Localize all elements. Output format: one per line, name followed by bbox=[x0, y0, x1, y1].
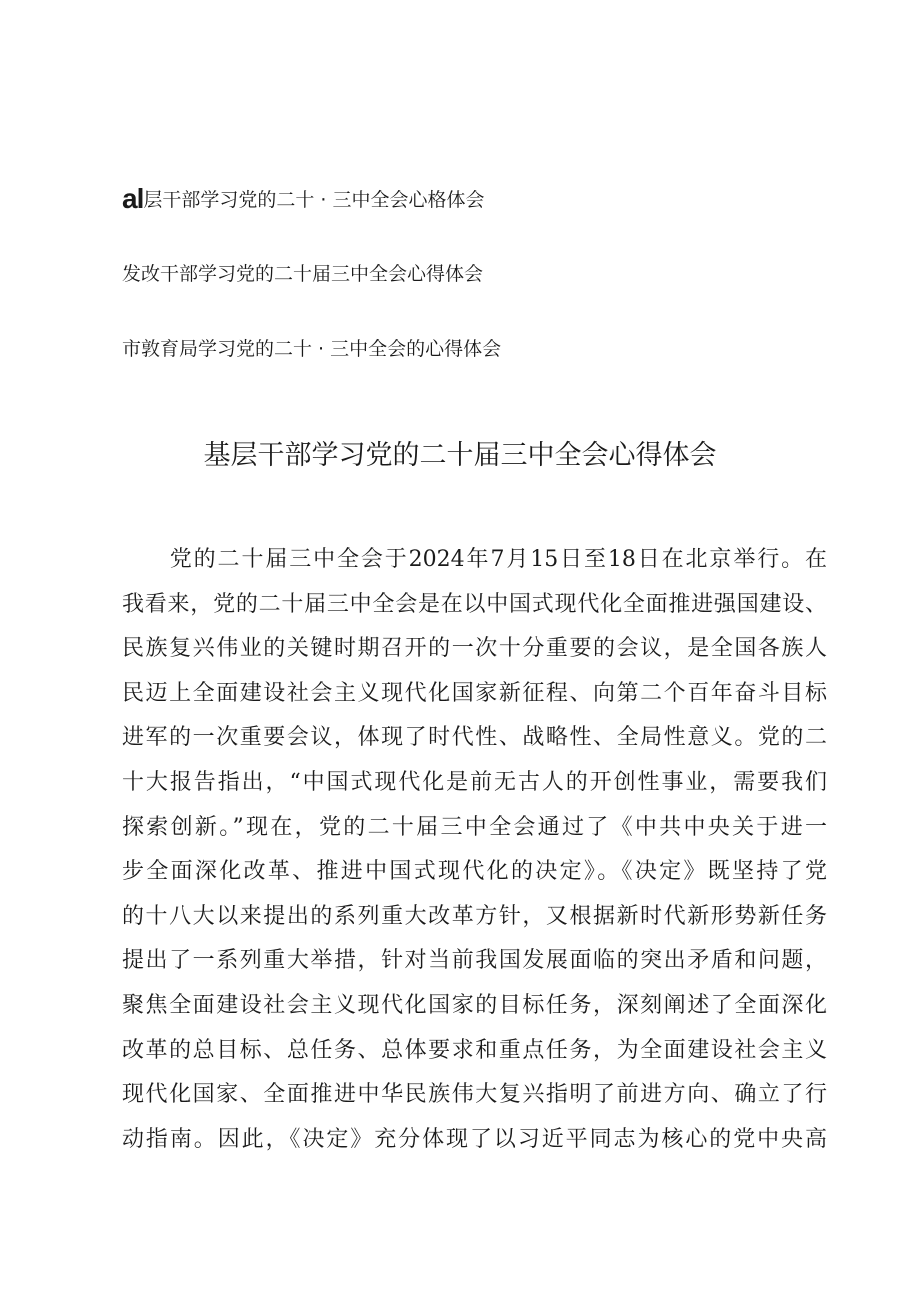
document-title: 基层干部学习党的二十届三中全会心得体会 bbox=[203, 440, 717, 471]
body-line: 动指南。因此，《决定》充分体现了以习近平同志为核心的党中央高 bbox=[122, 1126, 827, 1152]
body-line: 探索创新。”现在，党的二十届三中全会通过了《中共中央关于进一 bbox=[122, 814, 827, 840]
body-line: 现代化国家、全面推进中华民族伟大复兴指明了前进方向、确立了行 bbox=[122, 1082, 827, 1108]
toc-item-2-text: 发改干部学习党的二十届三中全会心得体会 bbox=[122, 263, 484, 285]
toc-item-3[interactable] bbox=[122, 336, 822, 362]
toc-item-1-lead: al bbox=[122, 183, 144, 214]
toc-item-2[interactable] bbox=[122, 261, 822, 287]
table-of-contents bbox=[122, 183, 822, 411]
body-line: 步全面深化改革、推进中国式现代化的决定》。《决定》既坚持了党 bbox=[122, 859, 827, 885]
body-line: 民族复兴伟业的关键时期召开的一次十分重要的会议，是全国各族人 bbox=[122, 636, 827, 662]
document-body bbox=[122, 538, 827, 1162]
body-line: 十大报告指出，“中国式现代化是前无古人的开创性事业，需要我们 bbox=[122, 769, 827, 795]
toc-item-1[interactable] bbox=[122, 183, 822, 214]
body-line: 聚焦全面建设社会主义现代化国家的目标任务，深刻阐述了全面深化 bbox=[122, 992, 827, 1018]
body-line: 的十八大以来提出的系列重大改革方针，又根据新时代新形势新任务 bbox=[122, 903, 827, 929]
body-line: 改革的总目标、总任务、总体要求和重点任务，为全面建设社会主义 bbox=[122, 1037, 827, 1063]
body-line: 进军的一次重要会议，体现了时代性、战略性、全局性意义。党的二 bbox=[122, 725, 827, 751]
toc-item-1-text: 层干部学习党的二十 · 三中全会心格体会 bbox=[143, 189, 485, 211]
body-line: 党的二十届三中全会于2024年7月15日至18日在北京举行。在 bbox=[122, 547, 827, 572]
toc-item-3-text: 市敦育局学习党的二十 · 三中全会的心得体会 bbox=[122, 338, 502, 360]
body-line: 我看来，党的二十届三中全会是在以中国式现代化全面推进强国建设、 bbox=[122, 591, 827, 617]
body-line: 民迈上全面建设社会主义现代化国家新征程、向第二个百年奋斗目标 bbox=[122, 680, 827, 706]
body-line: 提出了一系列重大举措，针对当前我国发展面临的突出矛盾和问题， bbox=[122, 948, 827, 974]
